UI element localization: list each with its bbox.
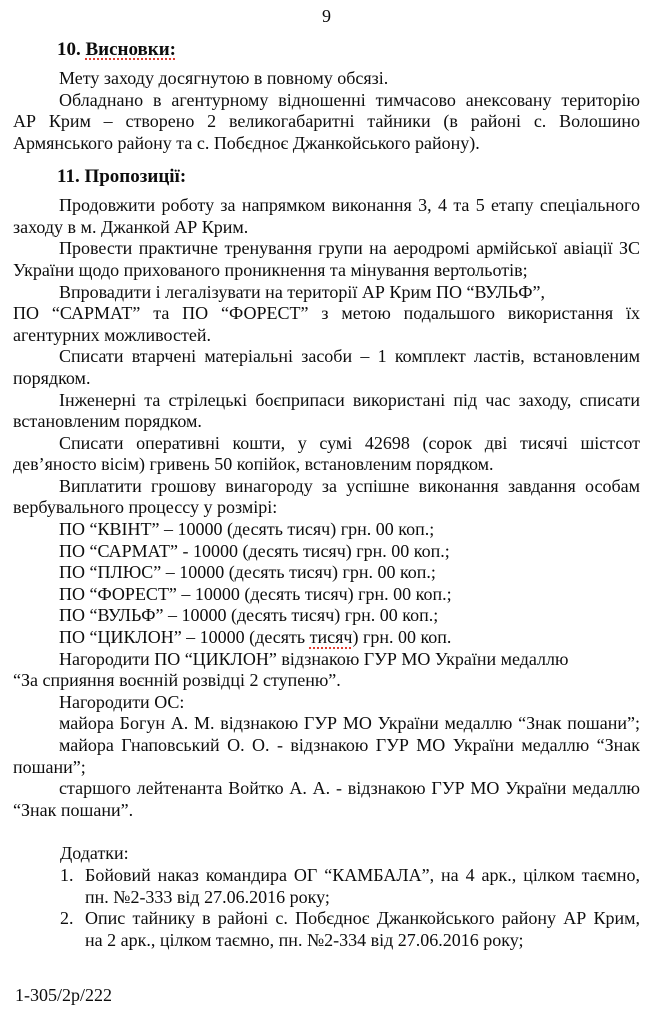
document-line — [13, 541, 640, 563]
document-line — [13, 217, 640, 239]
page-number: 9 — [322, 6, 331, 26]
document-line — [13, 713, 640, 735]
section-heading — [13, 39, 640, 61]
spellcheck-underlined-text: Висновки: — [85, 38, 177, 60]
list-item-continuation — [13, 887, 640, 909]
document-line — [13, 282, 640, 304]
document-line — [13, 346, 640, 368]
document-line — [13, 303, 640, 325]
list-item — [13, 865, 640, 887]
text-run: агентурних можливостей. — [13, 324, 211, 345]
document-line — [13, 562, 640, 584]
text-run: Виплатити грошову винагороду за успішне виконання завдання особам — [59, 475, 640, 496]
document-line — [13, 133, 640, 155]
document-body — [13, 39, 640, 952]
text-run: старшого лейтенанта Войтко А. А. - відзнакою ГУР МО України медаллю — [59, 778, 640, 799]
document-reference-number: 1-305/2р/222 — [15, 985, 112, 1006]
text-run: Списати втарчені матеріальні засоби – 1 комплект ластів, встановленим — [59, 346, 640, 367]
text-run: на 2 арк., цілком таємно, пн. №2-334 від 27.06.2016 року; — [85, 929, 524, 950]
list-marker: 2. — [60, 908, 74, 929]
section-heading — [13, 166, 640, 188]
text-run: “За сприяння воєнній розвідці 2 ступеню”. — [13, 670, 341, 691]
text-run: майора Гнаповський О. О. - відзнакою ГУР МО України медаллю “Знак — [59, 735, 640, 755]
document-line — [13, 90, 640, 112]
text-run: 10. — [57, 38, 86, 60]
attachments-label — [13, 843, 640, 865]
text-run: Опис тайнику в районі с. Побєдноє Джанкойського району АР Крим, — [85, 908, 640, 929]
document-line — [13, 670, 640, 692]
document-line — [13, 390, 640, 412]
document-line — [13, 757, 640, 779]
text-run: Армянського району та с. Побєдноє Джанкойського району). — [13, 132, 480, 153]
document-line — [13, 433, 640, 455]
document-line — [13, 368, 640, 390]
text-run: ПО “САРМАТ” - 10000 (десять тисяч) грн. 00 коп.; — [59, 540, 450, 561]
text-run: Інженерні та стрілецькі боєприпаси використані під час заходу, списати — [59, 389, 640, 410]
text-run: порядком. — [13, 367, 91, 388]
document-line — [13, 692, 640, 714]
document-line — [13, 454, 640, 476]
document-line — [13, 476, 640, 498]
text-run: Мету заходу досягнутою в повному обсязі. — [59, 68, 389, 89]
document-line — [13, 605, 640, 627]
text-run: ) грн. 00 коп. — [352, 627, 452, 648]
document-line — [13, 627, 640, 649]
document-line — [13, 519, 640, 541]
text-run: ПО “ВУЛЬФ” – 10000 (десять тисяч) грн. 00 коп.; — [59, 605, 439, 626]
text-run: Списати оперативні кошти, у сумі 42698 (сорок дві тисячі шістсот — [59, 432, 640, 453]
document-line — [13, 735, 640, 757]
spellcheck-underlined-text: тисяч — [309, 627, 353, 648]
text-run: пн. №2-333 від 27.06.2016 року; — [85, 886, 330, 907]
text-run: ПО “ФОРЕСТ” – 10000 (десять тисяч) грн. 00 коп.; — [59, 583, 452, 604]
list-item — [13, 908, 640, 930]
document-line — [13, 111, 640, 133]
document-line — [13, 778, 640, 800]
text-run: ПО “КВІНТ” – 10000 (десять тисяч) грн. 00 коп.; — [59, 519, 435, 540]
text-run: 11. Пропозиції: — [57, 165, 187, 187]
text-run: встановленим порядком. — [13, 411, 202, 432]
text-run: Нагородити ПО “ЦИКЛОН” відзнакою ГУР МО України медаллю — [59, 648, 569, 669]
document-line — [13, 325, 640, 347]
text-run: Провести практичне тренування групи на аеродромі армійської авіації ЗС — [59, 238, 640, 259]
document-line — [13, 649, 640, 671]
document-line — [13, 584, 640, 606]
text-run: ПО “ЦИКЛОН” – 10000 (десять — [59, 627, 310, 648]
text-run: Впровадити і легалізувати на території АР Крим ПО “ВУЛЬФ”, — [59, 281, 545, 302]
text-run: “Знак пошани”. — [13, 799, 134, 820]
list-marker: 1. — [60, 864, 74, 885]
document-line — [13, 800, 640, 822]
text-run: ПО “САРМАТ” та ПО “ФОРЕСТ” з метою подальшого використання їх — [13, 303, 640, 324]
text-run: Додатки: — [60, 843, 129, 864]
text-run: майора Богун А. М. відзнакою ГУР МО України медаллю “Знак пошани”; — [59, 713, 640, 734]
text-run: ПО “ПЛЮС” – 10000 (десять тисяч) грн. 00 коп.; — [59, 562, 436, 583]
text-run: вербувального процессу у розмірі: — [13, 497, 278, 518]
document-line — [13, 195, 640, 217]
text-run: пошани”; — [13, 756, 86, 777]
document-line — [13, 497, 640, 519]
text-run: Продовжити роботу за напрямком виконання 3, 4 та 5 етапу спеціального — [59, 195, 640, 216]
document-line — [13, 68, 640, 90]
text-run: Бойовий наказ командира ОГ “КАМБАЛА”, на 4 арк., цілком таємно, — [85, 864, 640, 885]
text-run: дев’яносто вісім) гривень 50 копійок, встановленим порядком. — [13, 454, 494, 475]
text-run: заходу в м. Джанкой АР Крим. — [13, 216, 249, 237]
text-run: України щодо прихованого проникнення та мінування вертольотів; — [13, 259, 528, 280]
document-line — [13, 238, 640, 260]
text-run: Нагородити ОС: — [59, 691, 185, 712]
text-run: Обладнано в агентурному відношенні тимчасово анексовану територію — [59, 89, 640, 110]
list-item-continuation — [13, 930, 640, 952]
text-run: АР Крим – створено 2 великогабаритні тайники (в районі с. Волошино — [13, 111, 640, 132]
document-line — [13, 260, 640, 282]
document-line — [13, 411, 640, 433]
